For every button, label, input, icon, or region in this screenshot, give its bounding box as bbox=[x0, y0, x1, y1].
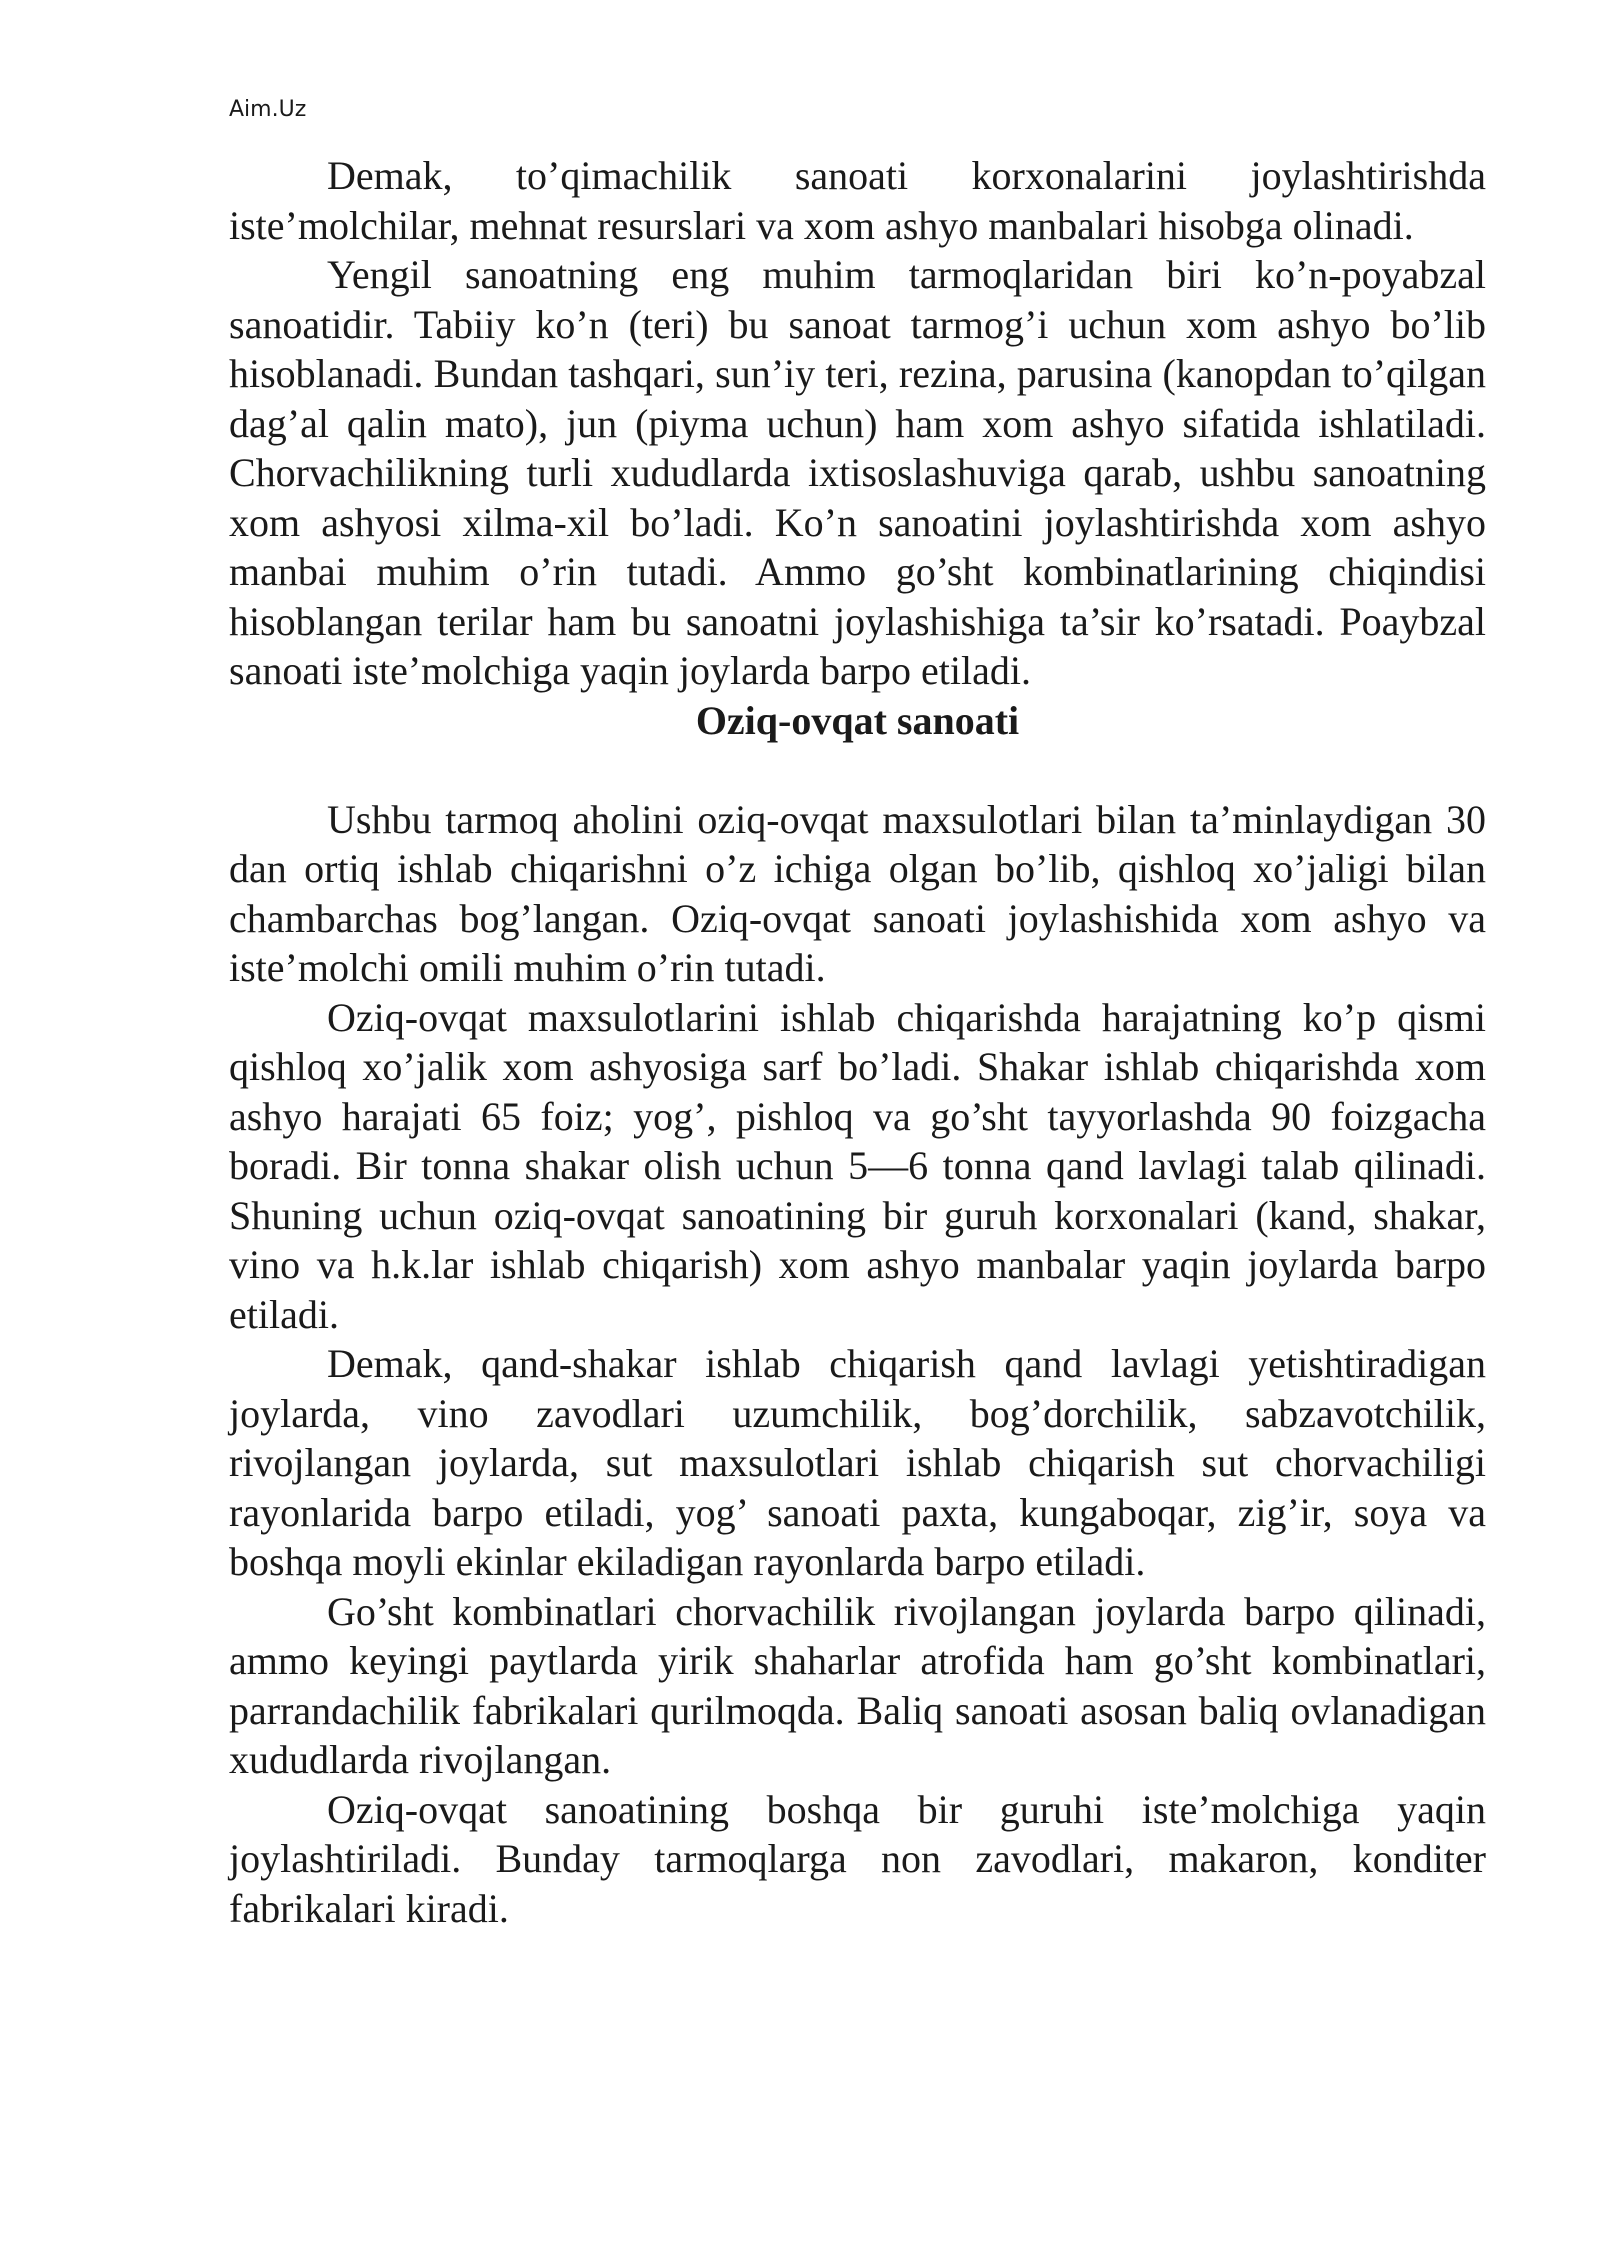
page-header-source: Aim.Uz bbox=[229, 97, 307, 122]
document-body bbox=[229, 151, 1486, 1933]
paragraph-7: Oziq-ovqat sanoatining boshqa bir guruhi iste’molchiga yaqin joylashtiriladi. Bunday tarmoqlarga non zavodlari, makaron, konditer fabrikalari kiradi. bbox=[229, 1786, 1486, 1931]
paragraph-2: Yengil sanoatning eng muhim tarmoqlaridan biri ko’n-poyabzal sanoatidir. Tabiiy ko’n (teri) bu sanoat tarmog’i uchun xom ashyo bo’lib hisoblanadi. Bundan tashqari, sun’iy teri, rezina, parusina (kanopdan to’qilgan dag’al qalin mato), jun (piyma uchun) ham xom ashyo sifatida ishlatiladi. Chorvachilikning turli xududlarda ixtisoslashuviga qarab, ushbu sanoatning xom ashyosi xilma-xil bo’ladi. Ko’n sanoatini joylashtirishda xom ashyo manbai muhim o’rin tutadi. Ammo go’sht kombinatlarining chiqindisi hisoblangan terilar ham bu sanoatni joylashishiga ta’sir ko’rsatadi. Poaybzal sanoati iste’molchiga yaqin joylarda barpo etiladi. bbox=[229, 252, 1486, 693]
paragraph-4: Oziq-ovqat maxsulotlarini ishlab chiqarishda harajatning ko’p qismi qishloq xo’jalik xom ashyosiga sarf bo’ladi. Shakar ishlab chiqarishda xom ashyo harajati 65 foiz; yog’, pishloq va go’sht tayyorlashda 90 foizgacha boradi. Bir tonna shakar olish uchun 5—6 tonna qand lavlagi talab qilinadi. Shuning uchun oziq-ovqat sanoatining bir guruh korxonalari (kand, shakar, vino va h.k.lar ishlab chiqarish) xom ashyo manbalar yaqin joylarda barpo etiladi. bbox=[229, 994, 1486, 1337]
paragraph-5: Demak, qand-shakar ishlab chiqarish qand lavlagi yetishtiradigan joylarda, vino zavodlari uzumchilik, bog’dorchilik, sabzavotchilik, rivojlangan joylarda, sut maxsulotlari ishlab chiqarish sut chorvachiligi rayonlarida barpo etiladi, yog’ sanoati paxta, kungaboqar, zig’ir, soya va boshqa moyli ekinlar ekiladigan rayonlarda barpo etiladi. bbox=[229, 1341, 1486, 1584]
paragraph-6: Go’sht kombinatlari chorvachilik rivojlangan joylarda barpo qilinadi, ammo keyingi paytlarda yirik shaharlar atrofida ham go’sht kombinatlari, parrandachilik fabrikalari qurilmoqda. Baliq sanoati asosan baliq ovlanadigan xududlarda rivojlangan. bbox=[229, 1588, 1486, 1782]
section-heading: Oziq-ovqat sanoati bbox=[695, 697, 1020, 743]
paragraph-3: Ushbu tarmoq aholini oziq-ovqat maxsulotlari bilan ta’minlaydigan 30 dan ortiq ishlab chiqarishni o’z ichiga olgan bo’lib, qishloq xo’jaligi bilan chambarchas bog’langan. Oziq-ovqat sanoati joylashishida xom ashyo va iste’molchi omili muhim o’rin tutadi. bbox=[229, 796, 1486, 990]
paragraph-1: Demak, to’qimachilik sanoati korxonalarini joylashtirishda iste’molchilar, mehnat resurslari va xom ashyo manbalari hisobga olinadi. bbox=[229, 153, 1486, 248]
